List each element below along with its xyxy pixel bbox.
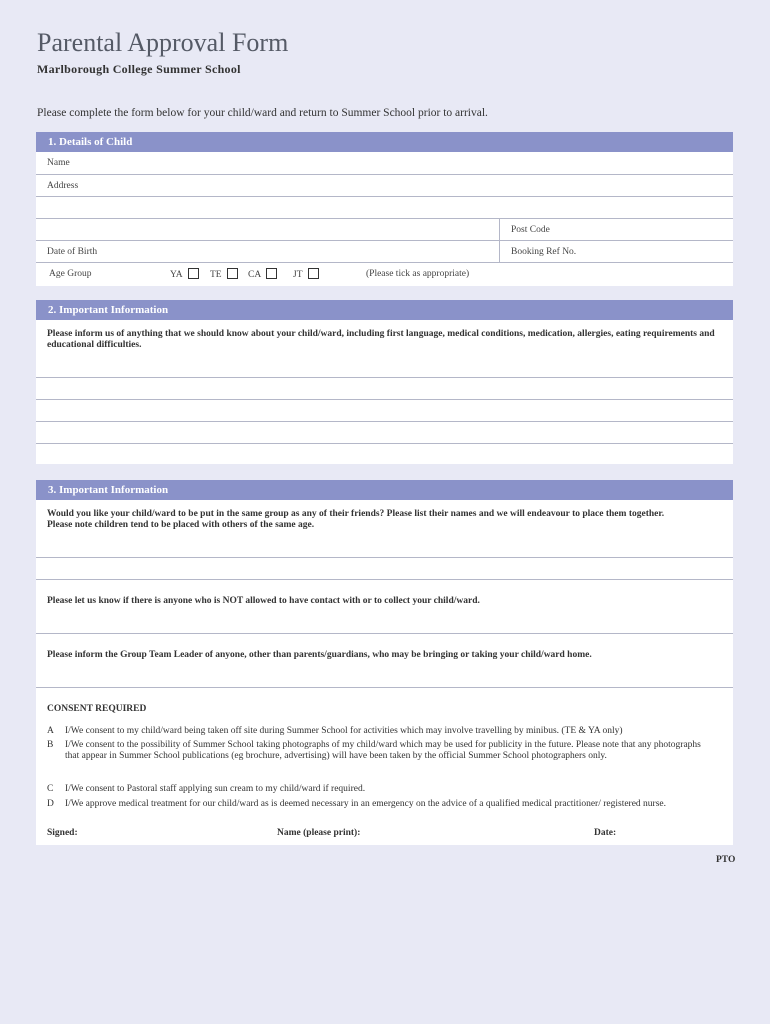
info-line[interactable] [36,422,733,444]
dob-label: Date of Birth [47,247,98,257]
age-option-label: YA [170,270,183,280]
signed-label[interactable]: Signed: [47,828,78,838]
age-option-label: TE [210,270,222,280]
checkbox[interactable] [188,268,199,279]
info-line[interactable] [36,444,733,464]
friends-row[interactable] [36,500,733,558]
signature-row [36,828,733,848]
address-row-2[interactable] [36,197,733,219]
age-group-label: Age Group [49,269,92,279]
info-prompt: Please inform us of anything that we should know about your child/ward, including first language, medical conditions, medication, allergies, eating requirements and educational difficulties. [47,329,715,350]
section-2-header: 2. Important Information [36,300,733,320]
consent-title: CONSENT REQUIRED [47,704,147,714]
age-option-jt[interactable] [293,268,319,280]
booking-ref-label: Booking Ref No. [511,247,577,257]
name-print-label[interactable]: Name (please print): [277,828,361,838]
checkbox[interactable] [266,268,277,279]
consent-text: I/We consent to Pastoral staff applying sun cream to my child/ward if required. [65,784,366,794]
section-important-information-1 [36,300,733,464]
group-leader-row[interactable] [36,634,733,688]
info-line[interactable] [36,400,733,422]
info-prompt-row[interactable] [36,320,733,378]
section-important-information-2 [36,480,733,845]
section-1-header: 1. Details of Child [36,132,733,152]
age-option-ca[interactable] [248,268,277,280]
not-allowed-row[interactable] [36,580,733,634]
postcode-row[interactable] [36,219,733,241]
consent-text: I/We consent to my child/ward being taken off site during Summer School for activities which may involve travelling by minibus. (TE & YA only) [65,726,623,736]
group-leader-prompt: Please inform the Group Team Leader of anyone, other than parents/guardians, who may be bringing or taking your child/ward home. [47,650,592,660]
consent-letter: A [47,726,54,736]
consent-text: I/We approve medical treatment for our child/ward as is deemed necessary in an emergency on the advice of a qualified medical practitioner/ registered nurse. [65,799,667,809]
name-row[interactable] [36,152,733,175]
pto-label: PTO [716,855,736,865]
consent-letter: B [47,740,54,750]
age-group-row [36,263,733,286]
age-option-label: CA [248,270,262,280]
friends-line[interactable] [36,558,733,580]
info-line[interactable] [36,378,733,400]
row-divider [499,219,500,240]
section-3-header: 3. Important Information [36,480,733,500]
age-option-ya[interactable] [170,268,199,280]
checkbox[interactable] [227,268,238,279]
address-row[interactable] [36,175,733,197]
page-title: Parental Approval Form [37,28,289,57]
postcode-label: Post Code [511,225,550,235]
consent-letter: C [47,784,54,794]
consent-text: I/We consent to the possibility of Summer School taking photographs of my child/ward which may be used for publicity in the future. Please note that any photographs that appear in Summer School publications (eg brochure, advertising) will have been taken by the official Summer School photographers only. [65,740,701,761]
age-option-te[interactable] [210,268,238,280]
address-label: Address [47,181,79,191]
page-subtitle: Marlborough College Summer School [37,62,241,76]
age-option-label: JT [293,270,303,280]
not-allowed-prompt: Please let us know if there is anyone who is NOT allowed to have contact with or to collect your child/ward. [47,596,480,606]
consent-block [36,688,733,828]
tick-note: (Please tick as appropriate) [366,269,470,279]
date-label[interactable]: Date: [594,828,617,838]
checkbox[interactable] [308,268,319,279]
section-details-of-child [36,132,733,286]
dob-row[interactable] [36,241,733,263]
intro-text: Please complete the form below for your child/ward and return to Summer School prior to arrival. [37,107,488,119]
name-label: Name [47,158,70,168]
row-divider [499,241,500,262]
friends-prompt: Would you like your child/ward to be put in the same group as any of their friends? Please list their names and we will endeavour to place them together. Please note children tend to be placed with others of the same age. [47,509,665,530]
consent-letter: D [47,799,54,809]
